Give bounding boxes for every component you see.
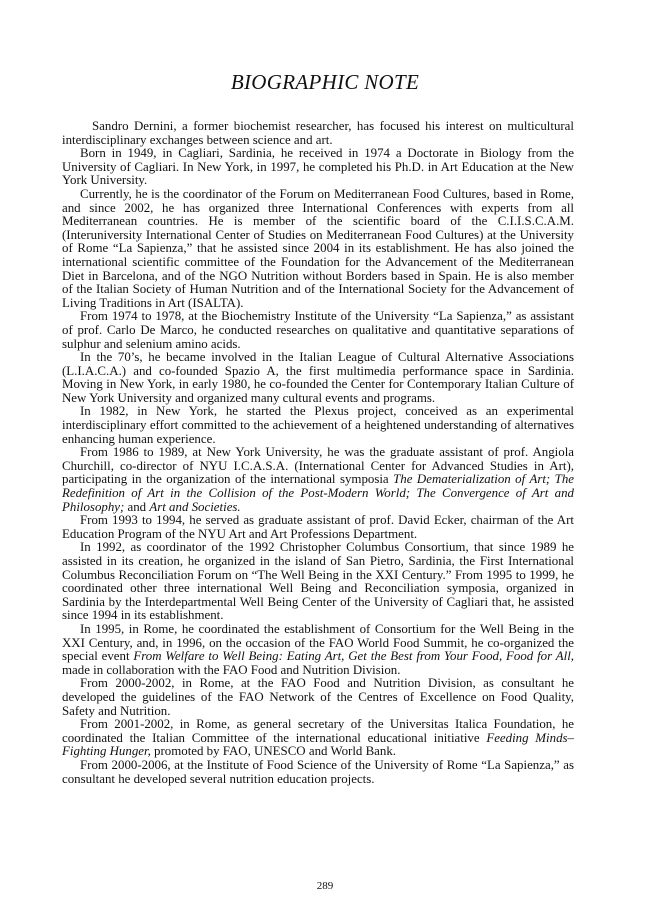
paragraph	[62, 677, 574, 718]
paragraph	[62, 541, 574, 623]
paragraph	[62, 623, 574, 677]
paragraph-text: Sandro Dernini, a former biochemist researcher, has focused his interest on multicultural interdisciplinary exchanges between science and art.	[62, 119, 574, 147]
paragraph-text: In 1992, as coordinator of the 1992 Christopher Columbus Consortium, that since 1989 he assisted in its creation, he organized in the island of San Pietro, Sardinia, the First International Columbus Reconciliation Forum on “The Well Being in the XXI Century.” From 1995 to 1999, he coordinated other three international Well Being and Reconciliation symposia, organized in Sardinia by the Interdepartmental Well Being Center of the University of Cagliari that, he assisted since 1994 in its establishment.	[62, 540, 574, 623]
paragraph-text: and	[124, 499, 150, 514]
italic-title-text: Feeding Minds–Fighting Hunger,	[62, 730, 574, 759]
paragraph-text: promoted by FAO, UNESCO and World Bank.	[150, 744, 396, 759]
paragraph	[62, 514, 574, 541]
page-title: BIOGRAPHIC NOTE	[230, 70, 420, 94]
paragraph	[62, 188, 574, 310]
paragraph	[62, 147, 574, 188]
paragraph-text: Currently, he is the coordinator of the Forum on Mediterranean Food Cultures, based in Rome, and since 2002, he has organized three International Conferences with experts from all Mediterranean countries. He is member of the scientific board of the C.I.I.S.C.A.M. (Interuniversity International Center of Studies on Mediterranean Food Cultures) at the University of Rome “La Sapienza,” that he assisted since 2004 in its establishment. He has also joined the international scientific committee of the Foundation for the Advancement of the Mediterranean Diet in Barcelona, and of the NGO Nutrition without Borders based in Spain. He is also member of the Italian Society of Human Nutrition and of the International Society for the Advancement of Living Traditions in Art (ISALTA).	[62, 186, 574, 310]
paragraph-text: From 1986 to 1989, at New York University, he was the graduate assistant of prof. Angiola Churchill, co-director of NYU I.C.A.S.A. (International Center for Advanced Studies in Art), participating in the organization of the international symposia	[62, 445, 574, 487]
paragraph-text: From 2000-2006, at the Institute of Food Science of the University of Rome “La Sapienza,” as consultant he developed several nutrition education projects.	[62, 757, 574, 786]
paragraph	[62, 310, 574, 351]
paragraph	[62, 759, 574, 786]
paragraph	[62, 718, 574, 759]
paragraph-text: made in collaboration with the FAO Food and Nutrition Division.	[62, 662, 401, 677]
paragraph-text: In the 70’s, he became involved in the Italian League of Cultural Alternative Associations (L.I.A.C.A.) and co-founded Spazio A, the first multimedia performance space in Sardinia. Moving in New York, in early 1980, he co-founded the Center for Contemporary Italian Culture of New York University and organized many cultural events and programs.	[62, 350, 574, 405]
paragraph-text: From 1974 to 1978, at the Biochemistry Institute of the University “La Sapienza,” as assistant of prof. Carlo De Marco, he conducted researches on qualitative and quantitative separations of sulphur and selenium amino acids.	[62, 309, 574, 351]
paragraph	[62, 405, 574, 446]
paragraph-text: In 1982, in New York, he started the Plexus project, conceived as an experimental interdisciplinary effort committed to the achievement of a heightened understanding of alternatives enhancing human experience.	[62, 404, 574, 446]
paragraph-text: From 2000-2002, in Rome, at the FAO Food and Nutrition Division, as consultant he developed the guidelines of the FAO Network of the Centres of Excellence on Food Quality, Safety and Nutrition.	[62, 676, 574, 718]
paragraph	[62, 446, 574, 514]
paragraph-text: From 2001-2002, in Rome, as general secretary of the Universitas Italica Foundation, he coordinated the Italian Committee of the international educational initiative	[62, 717, 574, 745]
paragraph-text: From 1993 to 1994, he served as graduate assistant of prof. David Ecker, chairman of the Art Education Program of the NYU Art and Art Professions Department.	[62, 513, 574, 541]
paragraph	[62, 351, 574, 405]
paragraph-text: Born in 1949, in Cagliari, Sardinia, he received in 1974 a Doctorate in Biology from the University of Cagliari. In New York, in 1997, he completed his Ph.D. in Art Education at the New York University.	[62, 146, 574, 188]
page-number: 289	[316, 880, 334, 892]
italic-title-text: From Welfare to Well Being: Eating Art, Get the Best from Your Food, Food for All,	[133, 649, 574, 664]
italic-title-text: The Dematerialization of Art; The Redefinition of Art in the Collision of the Post-Modern World; The Convergence of Art and Philosophy;	[62, 472, 574, 514]
paragraph-text: In 1995, in Rome, he coordinated the establishment of Consortium for the Well Being in the XXI Century, and, in 1996, on the occasion of the FAO World Food Summit, he co-organized the special event	[62, 621, 574, 664]
italic-title-text: Art and Societies.	[149, 499, 241, 514]
biography-body	[62, 120, 574, 786]
paragraph	[62, 120, 574, 147]
